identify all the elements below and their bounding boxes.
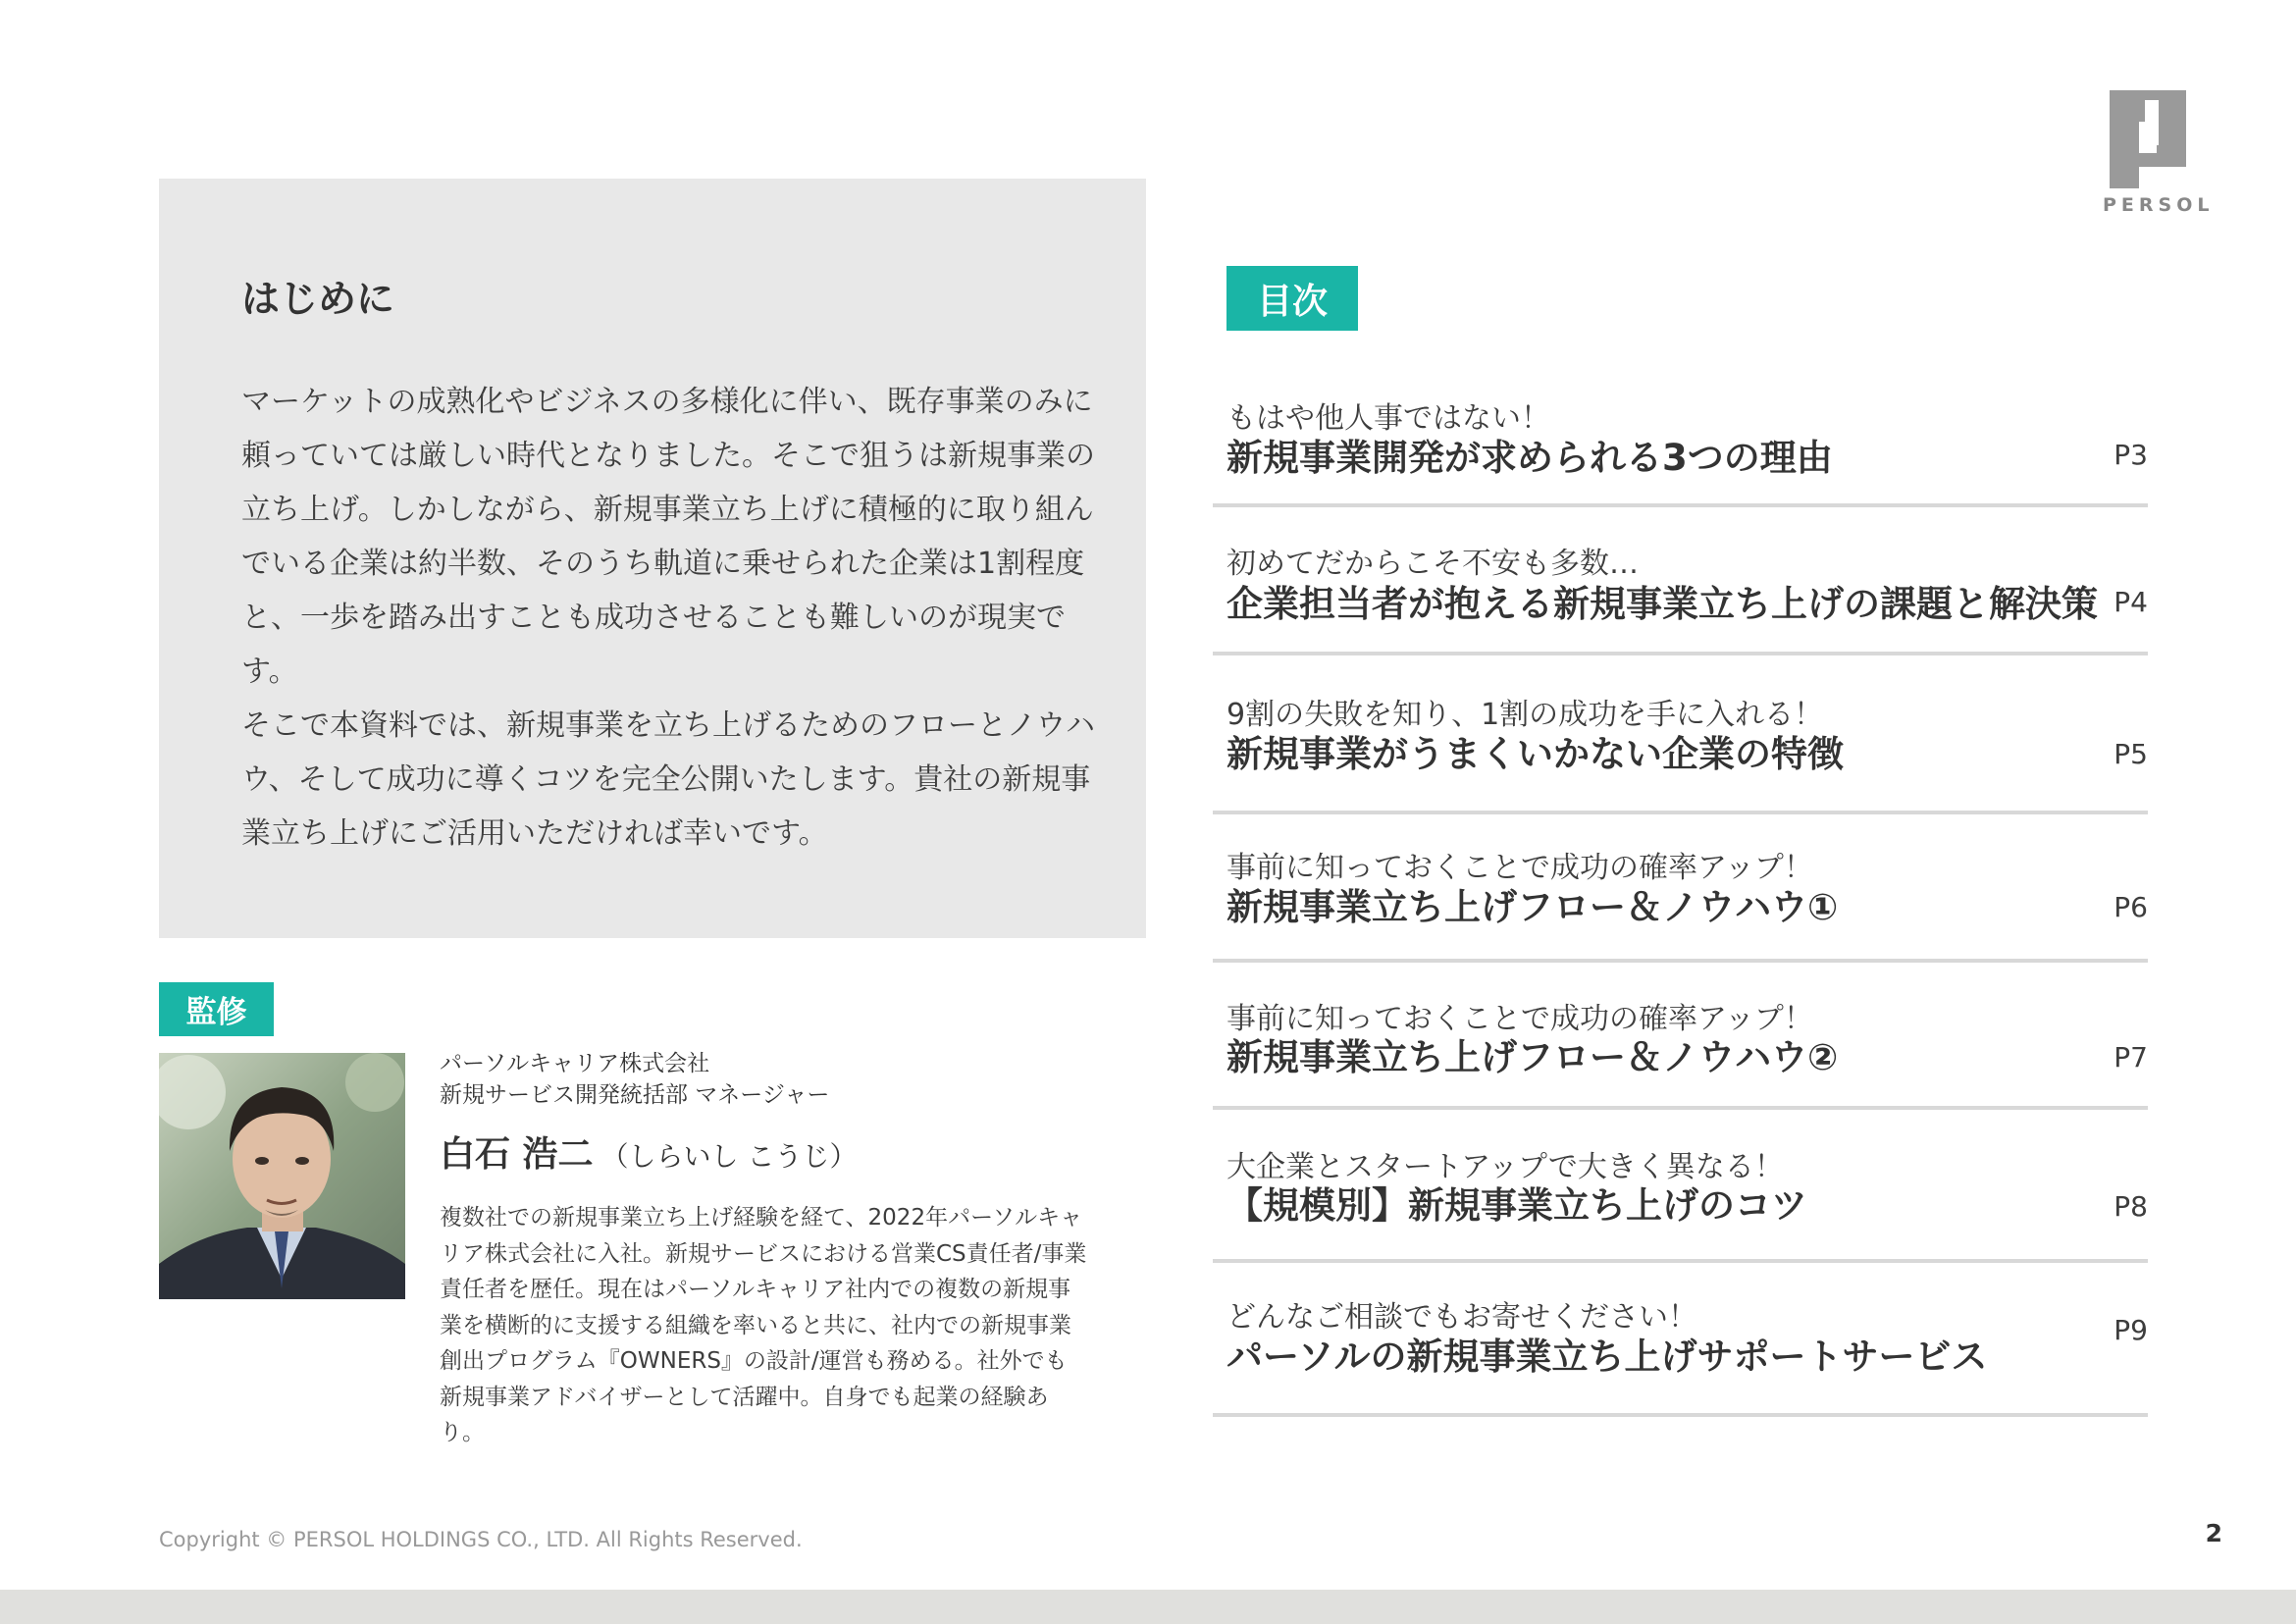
intro-paragraph: そこで本資料では、新規事業を立ち上げるためのフローとノウハウ、そして成功に導くコツを完全公開いたします。貴社の新規事業立ち上げにご活用いただければ幸いです。	[241, 708, 1095, 851]
toc-item-subtitle: 9割の失敗を知り、1割の成功を手に入れる！	[1226, 698, 1824, 732]
intro-paragraph: マーケットの成熟化やビジネスの多様化に伴い、既存事業のみに頼っていては厳しい時代となりました。そこで狙うは新規事業の立ち上げ。しかしながら、新規事業立ち上げに積極的に取り組んでいる企業は約半数、そのうち軌道に乗せられた企業は1割程度と、一歩を踏み出すことも成功させることも難しいのが現実です。	[241, 385, 1095, 689]
toc-item-page: P5	[2113, 738, 2148, 770]
supervisor-badge: 監修	[159, 982, 274, 1036]
copyright-text: Copyright © PERSOL HOLDINGS CO., LTD. All Rights Reserved.	[159, 1528, 803, 1551]
toc-list	[1213, 378, 2148, 1417]
intro-panel	[159, 179, 1146, 938]
toc-item-title: 新規事業立ち上げフロー＆ノウハウ②	[1226, 1036, 1839, 1078]
toc-item-subtitle: どんなご相談でもお寄せください！	[1226, 1300, 1697, 1335]
supervisor-photo	[159, 1053, 405, 1299]
page-number: 2	[2205, 1519, 2222, 1547]
toc-item-page: P6	[2113, 891, 2148, 923]
toc-item[interactable]	[1213, 1110, 2148, 1263]
toc-item[interactable]	[1213, 507, 2148, 655]
toc-item[interactable]	[1213, 655, 2148, 814]
toc-item[interactable]	[1213, 963, 2148, 1110]
toc-item-subtitle: 事前に知っておくことで成功の確率アップ！	[1226, 851, 1813, 885]
toc-item-title: 【規模別】新規事業立ち上げのコツ	[1226, 1184, 1807, 1227]
toc-item-page: P9	[2113, 1314, 2148, 1346]
intro-title: はじめに	[241, 278, 395, 322]
toc-item-title: 新規事業開発が求められる3つの理由	[1226, 437, 1833, 479]
supervisor-kana: （しらいし こうじ）	[600, 1140, 858, 1173]
toc-item-title: 新規事業立ち上げフロー＆ノウハウ①	[1226, 886, 1839, 928]
supervisor-name-line	[440, 1126, 1087, 1177]
supervisor-name: 白石 浩二	[440, 1134, 594, 1175]
toc-item-page: P3	[2113, 439, 2148, 471]
toc-item-subtitle: 大企業とスタートアップで大きく異なる！	[1226, 1150, 1784, 1184]
toc-item-title: 新規事業がうまくいかない企業の特徴	[1226, 733, 1844, 775]
persol-logo-mark	[2110, 90, 2186, 188]
toc-item-page: P7	[2113, 1041, 2148, 1074]
supervisor-bio: 複数社での新規事業立ち上げ経験を経て、2022年パーソルキャリア株式会社に入社。新規サービスにおける営業CS責任者/事業責任者を歴任。現在はパーソルキャリア社内での複数の新規事業を横断的に支援する組織を率いると共に、社内での新規事業創出プログラム『OWNERS』の設計/運営も務める。社外でも新規事業アドバイザーとして活躍中。自身でも起業の経験あり。	[440, 1205, 1087, 1445]
toc-item-page: P4	[2113, 586, 2148, 618]
intro-body	[241, 375, 1095, 861]
toc-item-title: パーソルの新規事業立ち上げサポートサービス	[1226, 1336, 1988, 1378]
toc-item-subtitle: 初めてだからこそ不安も多数…	[1226, 547, 1639, 581]
toc-item-subtitle: 事前に知っておくことで成功の確率アップ！	[1226, 1002, 1813, 1036]
supervisor-department: 新規サービス開発統括部 マネージャー	[440, 1082, 830, 1108]
toc-item[interactable]	[1213, 814, 2148, 963]
toc-item-subtitle: もはや他人事ではない！	[1226, 401, 1550, 436]
persol-logo-text: PERSOL	[2103, 194, 2215, 216]
toc-item[interactable]	[1213, 378, 2148, 507]
toc-item-page: P8	[2113, 1190, 2148, 1223]
toc-item-title: 企業担当者が抱える新規事業立ち上げの課題と解決策	[1226, 583, 2098, 625]
toc-badge: 目次	[1226, 266, 1358, 331]
toc-item[interactable]	[1213, 1263, 2148, 1417]
footer-band	[0, 1590, 2296, 1624]
supervisor-company: パーソルキャリア株式会社	[440, 1051, 710, 1076]
portrait-image	[159, 1053, 405, 1299]
supervisor-profile	[440, 1048, 1087, 1451]
